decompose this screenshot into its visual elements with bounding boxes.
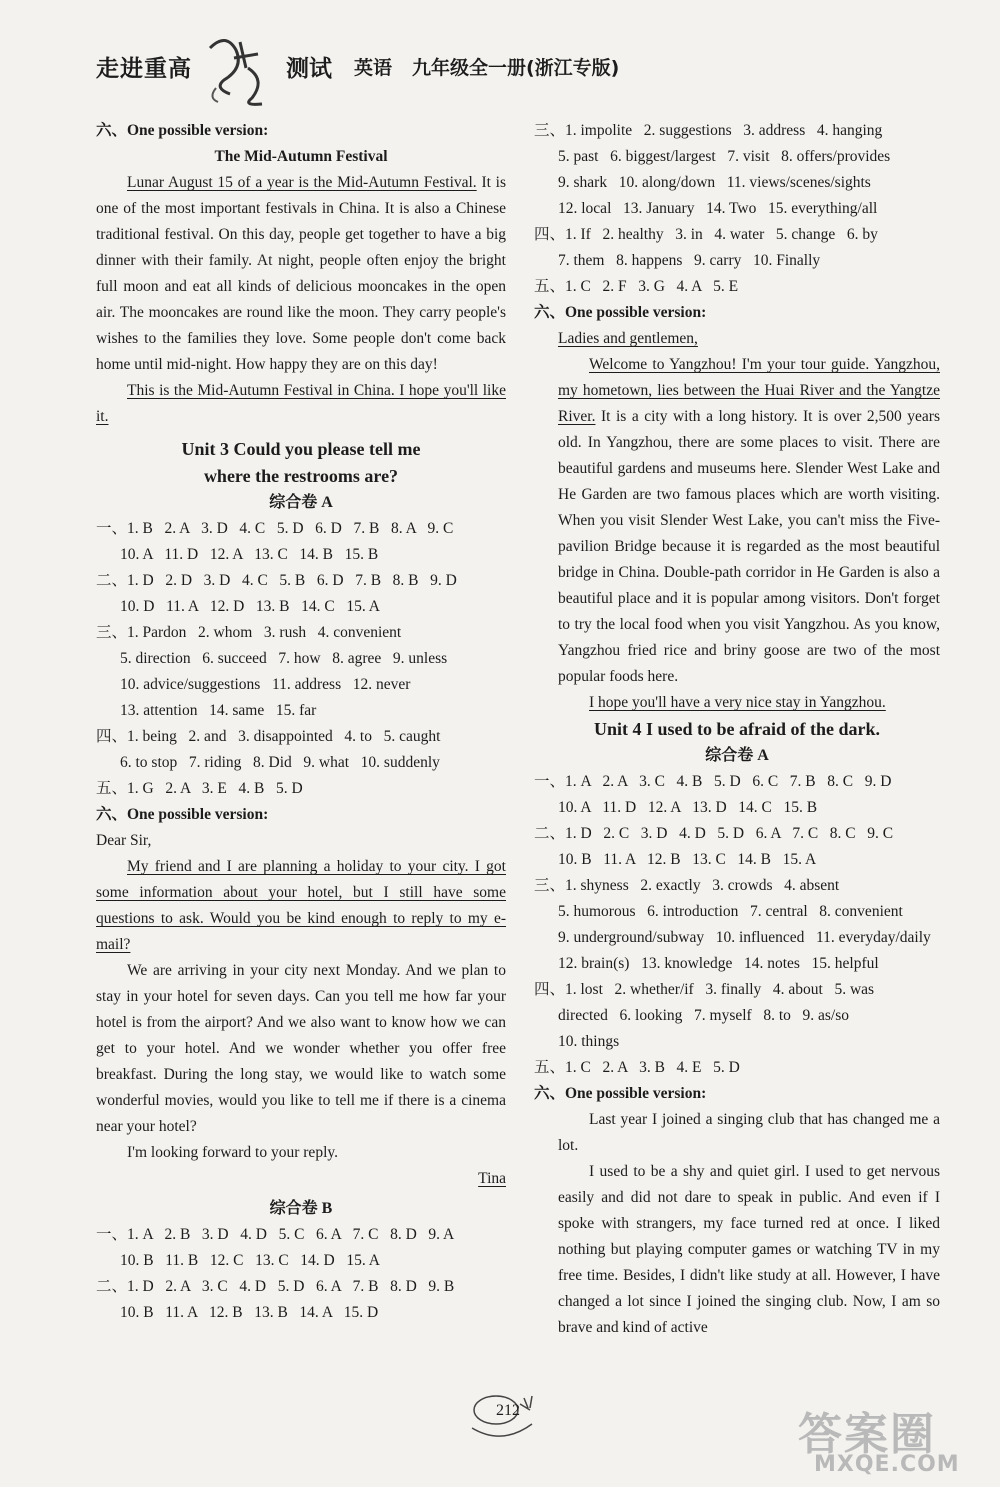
answer-line: 二、1. D 2. A 3. C 4. D 5. D 6. A 7. B 8. D 9. B <box>96 1278 455 1295</box>
underlined-sentence: Ladies and gentlemen, <box>558 330 698 347</box>
answer-line: 10. B 11. A 12. B 13. C 14. B 15. A <box>558 851 817 868</box>
answer-line: 10. A 11. D 12. A 13. C 14. B 15. B <box>120 546 379 563</box>
answer-line: 三、1. impolite 2. suggestions 3. address 4. hanging <box>534 122 883 139</box>
answer-line: 一、1. B 2. A 3. D 4. C 5. D 6. D 7. B 8. A 9. C <box>96 520 454 537</box>
speech-text: It is a city with a long history. It is over 2,500 years old. In Yangzhou, there are some places to visit. There are beautiful gardens and museums here. Slender West Lake and He Garden are two famous places which are worth visiting. When you visit Slender West Lake, you can't miss the Five-pavilion Bridge because it is regarded as the most beautiful bridge in China. Double-path corridor in He Garden is also a beautiful place and it is popular among visitors. Don't forget to try the local food when you visit Yangzhou. As you know, Yangzhou fried rice and briny goose are two of the most popular foods here. <box>558 408 940 685</box>
essay-paragraph <box>96 170 506 378</box>
test-title: 综合卷 A <box>269 494 333 511</box>
series-suffix: 测试 <box>286 56 332 82</box>
underlined-sentence: Welcome to Yangzhou! I'm your tour guide. Yangzhou, my hometown, lies between the Huai River and the Yangtze River. <box>558 356 940 425</box>
grade-label: 九年级全一册(浙江专版) <box>412 57 620 79</box>
left-column <box>96 118 506 1326</box>
answer-line: 三、1. Pardon 2. whom 3. rush 4. convenient <box>96 624 402 641</box>
speech-paragraph <box>534 690 940 716</box>
answer-line: 5. past 6. biggest/largest 7. visit 8. offers/provides <box>558 148 891 165</box>
answer-line: 10. advice/suggestions 11. address 12. never <box>120 676 411 693</box>
letter-greeting: Dear Sir, <box>96 832 152 849</box>
answer-line: 5. direction 6. succeed 7. how 8. agree 9. unless <box>120 650 448 667</box>
right-column <box>534 118 940 1341</box>
letter-closing: I'm looking forward to your reply. <box>127 1144 338 1161</box>
signature-text: Tina <box>478 1170 506 1187</box>
answer-line: 12. local 13. January 14. Two 15. everything/all <box>558 200 878 217</box>
calligraphy-logo <box>196 28 282 108</box>
speech-paragraph <box>534 352 940 690</box>
essay-title: The Mid-Autumn Festival <box>214 148 388 165</box>
test-title: 综合卷 A <box>705 747 769 764</box>
answer-line: 五、1. G 2. A 3. E 4. B 5. D <box>96 780 303 797</box>
answer-line: directed 6. looking 7. myself 8. to 9. as/so <box>558 1007 850 1024</box>
section-label: 六、One possible version: <box>96 122 269 139</box>
answer-line: 二、1. D 2. D 3. D 4. C 5. B 6. D 7. B 8. B 9. D <box>96 572 457 589</box>
section-label: 六、One possible version: <box>96 806 269 823</box>
page-number: 212 <box>496 1402 520 1419</box>
section-label: 六、One possible version: <box>534 1085 707 1102</box>
letter-signature <box>96 1166 506 1192</box>
answer-line: 四、1. If 2. healthy 3. in 4. water 5. change 6. by <box>534 226 878 243</box>
unit-title: Unit 4 I used to be afraid of the dark. <box>593 719 880 739</box>
section-label: 六、One possible version: <box>534 304 707 321</box>
answer-line: 12. brain(s) 13. knowledge 14. notes 15. helpful <box>558 955 879 972</box>
answer-line: 10. B 11. B 12. C 13. C 14. D 15. A <box>120 1252 380 1269</box>
page-header <box>0 0 1000 112</box>
unit-title: Unit 3 Could you please tell me <box>181 439 421 459</box>
underlined-sentence: Lunar August 15 of a year is the Mid-Autumn Festival. <box>127 174 477 191</box>
answer-line: 10. B 11. A 12. B 13. B 14. A 15. D <box>120 1304 379 1321</box>
answer-line: 10. D 11. A 12. D 13. B 14. C 15. A <box>120 598 380 615</box>
answer-line: 一、1. A 2. A 3. C 4. B 5. D 6. C 7. B 8. C 9. D <box>534 773 892 790</box>
answer-line: 9. shark 10. along/down 11. views/scenes/sights <box>558 174 871 191</box>
answer-line: 9. underground/subway 10. influenced 11. everyday/daily <box>558 929 931 946</box>
answer-line: 10. A 11. D 12. A 13. D 14. C 15. B <box>558 799 818 816</box>
answer-line: 一、1. A 2. B 3. D 4. D 5. C 6. A 7. C 8. D 9. A <box>96 1226 455 1243</box>
unit-title-line2: where the restrooms are? <box>203 466 399 486</box>
answer-line: 五、1. C 2. A 3. B 4. E 5. D <box>534 1059 740 1076</box>
underlined-sentence: This is the Mid-Autumn Festival in China. I hope you'll like it. <box>96 382 506 425</box>
answer-line: 5. humorous 6. introduction 7. central 8. convenient <box>558 903 903 920</box>
watermark <box>780 1398 990 1483</box>
essay-paragraph: I used to be a shy and quiet girl. I used to get nervous easily and did not dare to speak in public. And even if I spoke with strangers, my face turned red at once. I liked nothing but playing computer games or watching TV in my free time. Besides, I didn't like study at all. However, I have changed a lot since I joined the singing club. Now, I am so brave and kind of active <box>558 1163 940 1336</box>
answer-line: 二、1. D 2. C 3. D 4. D 5. D 6. A 7. C 8. C 9. C <box>534 825 894 842</box>
answer-line: 五、1. C 2. F 3. G 4. A 5. E <box>534 278 739 295</box>
series-title: 走进重高 <box>96 56 192 82</box>
underlined-sentence: My friend and I are planning a holiday to your city. I got some information about your hotel, but I still have some questions to ask. Would you be kind enough to reply to my e-mail? <box>96 858 506 953</box>
essay-text: It is one of the most important festivals in China. It is also a Chinese traditional festival. On this day, people get together to have a big dinner with their family. At night, people often enjoy the bright full moon and eat all kinds of delicious mooncakes in the open air. The mooncakes are round like the moon. They carry people's wishes to the families they love. Some people don't come back home until mid-night. How happy they are on this day! <box>96 174 506 373</box>
letter-paragraph <box>96 854 506 958</box>
essay-paragraph: Last year I joined a singing club that has changed me a lot. <box>558 1111 940 1154</box>
answer-line: 13. attention 14. same 15. far <box>120 702 317 719</box>
watermark-logo: 答案圈 <box>798 1409 936 1460</box>
underlined-sentence: I hope you'll have a very nice stay in Yangzhou. <box>589 694 886 711</box>
answer-line: 四、1. being 2. and 3. disappointed 4. to 5. caught <box>96 728 441 745</box>
speech-greeting <box>534 326 940 352</box>
answer-line: 6. to stop 7. riding 8. Did 9. what 10. suddenly <box>120 754 440 771</box>
watermark-url: MXQE.COM <box>814 1452 960 1477</box>
answer-line: 10. things <box>558 1033 620 1050</box>
answer-line: 四、1. lost 2. whether/if 3. finally 4. about 5. was <box>534 981 875 998</box>
essay-paragraph <box>96 378 506 430</box>
answer-line: 7. them 8. happens 9. carry 10. Finally <box>558 252 821 269</box>
answer-line: 三、1. shyness 2. exactly 3. crowds 4. absent <box>534 877 840 894</box>
test-title: 综合卷 B <box>269 1200 333 1217</box>
letter-paragraph: We are arriving in your city next Monday. And we plan to stay in your hotel for seven days. Can you tell me how far your hotel is from the airport? And we also want to know how we can get to your hotel. And we wonder whether you offer free breakfast. During the long stay, we would like to watch some wonderful movies, would you like to tell me if there is a cinema near your hotel? <box>96 962 506 1135</box>
subject-label: 英语 <box>354 57 393 79</box>
